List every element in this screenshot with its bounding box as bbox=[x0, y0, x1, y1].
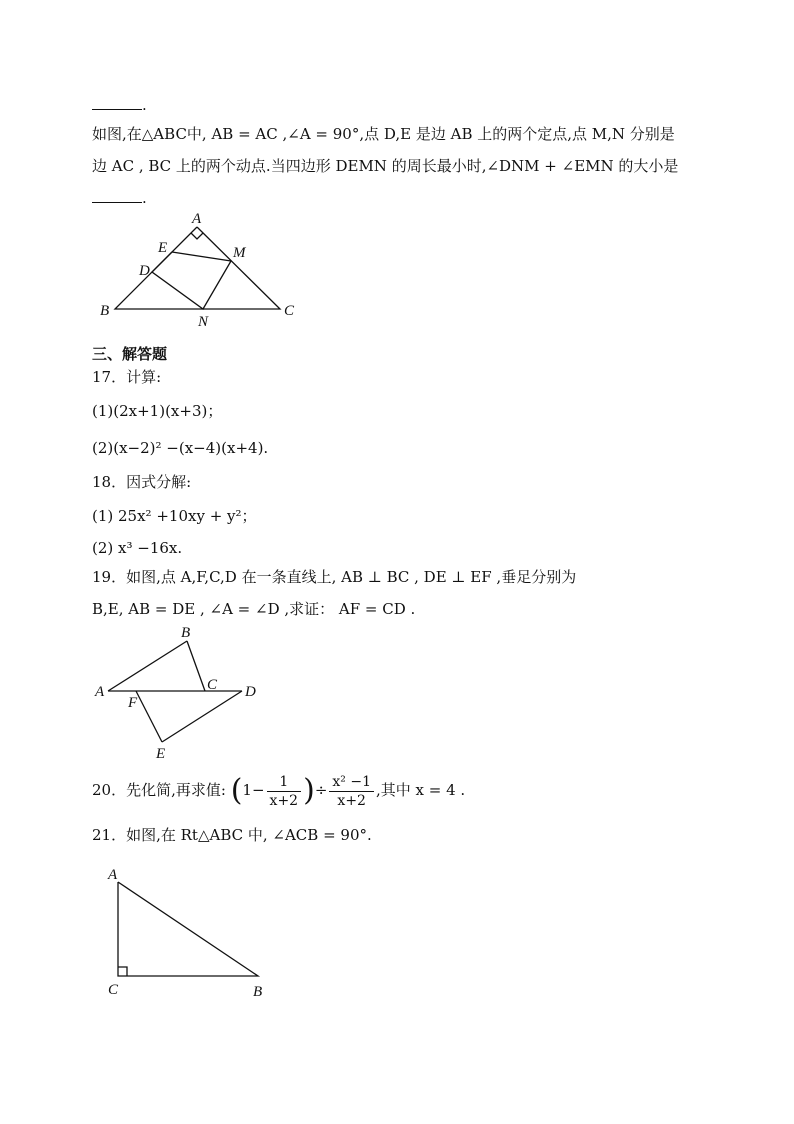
right-angle-mark bbox=[118, 967, 127, 976]
label-B: B bbox=[181, 625, 191, 641]
q16-line2: 边 AC , BC 上的两个动点.当四边形 DEMN 的周长最小时,∠DNM + ∠EMN 的大小是 bbox=[92, 157, 679, 175]
label-D: D bbox=[245, 684, 256, 700]
q17-part1: (1)(2x+1)(x+3)； bbox=[92, 402, 223, 420]
label-E: E bbox=[156, 746, 166, 762]
figure-16 bbox=[90, 205, 310, 330]
q18-title: 18．因式分解: bbox=[92, 473, 192, 491]
q20-divide: ÷ bbox=[314, 781, 328, 799]
label-F: F bbox=[128, 695, 138, 711]
label-M: M bbox=[233, 245, 246, 261]
section-title: 三、解答题 bbox=[92, 345, 168, 363]
fraction-2-numerator: x² −1 bbox=[329, 773, 374, 792]
label-C: C bbox=[108, 982, 119, 998]
blank-suffix: . bbox=[142, 189, 147, 207]
q20-prefix: 20．先化简,再求值: bbox=[92, 781, 226, 799]
q19-line2: B,E, AB = DE , ∠A = ∠D ,求证： AF = CD . bbox=[92, 600, 416, 618]
fraction-1-denominator: x+2 bbox=[269, 792, 299, 809]
q20-line bbox=[92, 770, 465, 811]
right-paren: ) bbox=[303, 773, 315, 808]
segment-fe bbox=[136, 691, 162, 742]
label-B: B bbox=[253, 984, 263, 1000]
q16-line1: 如图,在△ABC中, AB = AC ,∠A = 90°,点 D,E 是边 AB 上的两个定点,点 M,N 分别是 bbox=[92, 125, 675, 143]
label-C: C bbox=[207, 677, 218, 693]
segment-ab bbox=[108, 641, 187, 691]
segment-bc bbox=[187, 641, 205, 691]
left-paren: ( bbox=[230, 773, 243, 808]
answer-blank bbox=[92, 188, 142, 203]
right-angle-mark bbox=[191, 233, 203, 239]
label-A: A bbox=[192, 211, 202, 227]
q20-suffix: ,其中 x = 4 . bbox=[376, 781, 466, 799]
figure-21 bbox=[100, 862, 280, 1002]
q17-part2: (2)(x−2)² −(x−4)(x+4). bbox=[92, 439, 269, 457]
q18-part1: (1) 25x² +10xy + y²； bbox=[92, 507, 257, 525]
quadrilateral-demn bbox=[152, 252, 231, 309]
label-B: B bbox=[100, 303, 110, 319]
label-A: A bbox=[108, 867, 118, 883]
q21-line: 21．如图,在 Rt△ABC 中, ∠ACB = 90°. bbox=[92, 826, 372, 844]
answer-blank bbox=[92, 95, 142, 110]
label-D: D bbox=[139, 263, 150, 279]
top-answer-blank bbox=[92, 94, 147, 116]
fraction-1 bbox=[267, 773, 302, 810]
label-E: E bbox=[158, 240, 168, 256]
label-A: A bbox=[95, 684, 105, 700]
segment-ed bbox=[162, 691, 242, 742]
q18-part2: (2) x³ −16x. bbox=[92, 539, 183, 557]
fraction-2 bbox=[329, 773, 374, 810]
q19-line1: 19．如图,点 A,F,C,D 在一条直线上, AB ⊥ BC , DE ⊥ EF ,垂足分别为 bbox=[92, 568, 577, 586]
label-N: N bbox=[198, 314, 209, 330]
q20-one: 1− bbox=[242, 781, 265, 799]
q17-title: 17．计算: bbox=[92, 368, 162, 386]
label-C: C bbox=[284, 303, 295, 319]
blank-suffix: . bbox=[142, 96, 147, 114]
triangle-abc bbox=[118, 882, 258, 976]
fraction-2-denominator: x+2 bbox=[337, 792, 366, 809]
fraction-1-numerator: 1 bbox=[267, 773, 302, 792]
figure-19 bbox=[90, 620, 270, 762]
